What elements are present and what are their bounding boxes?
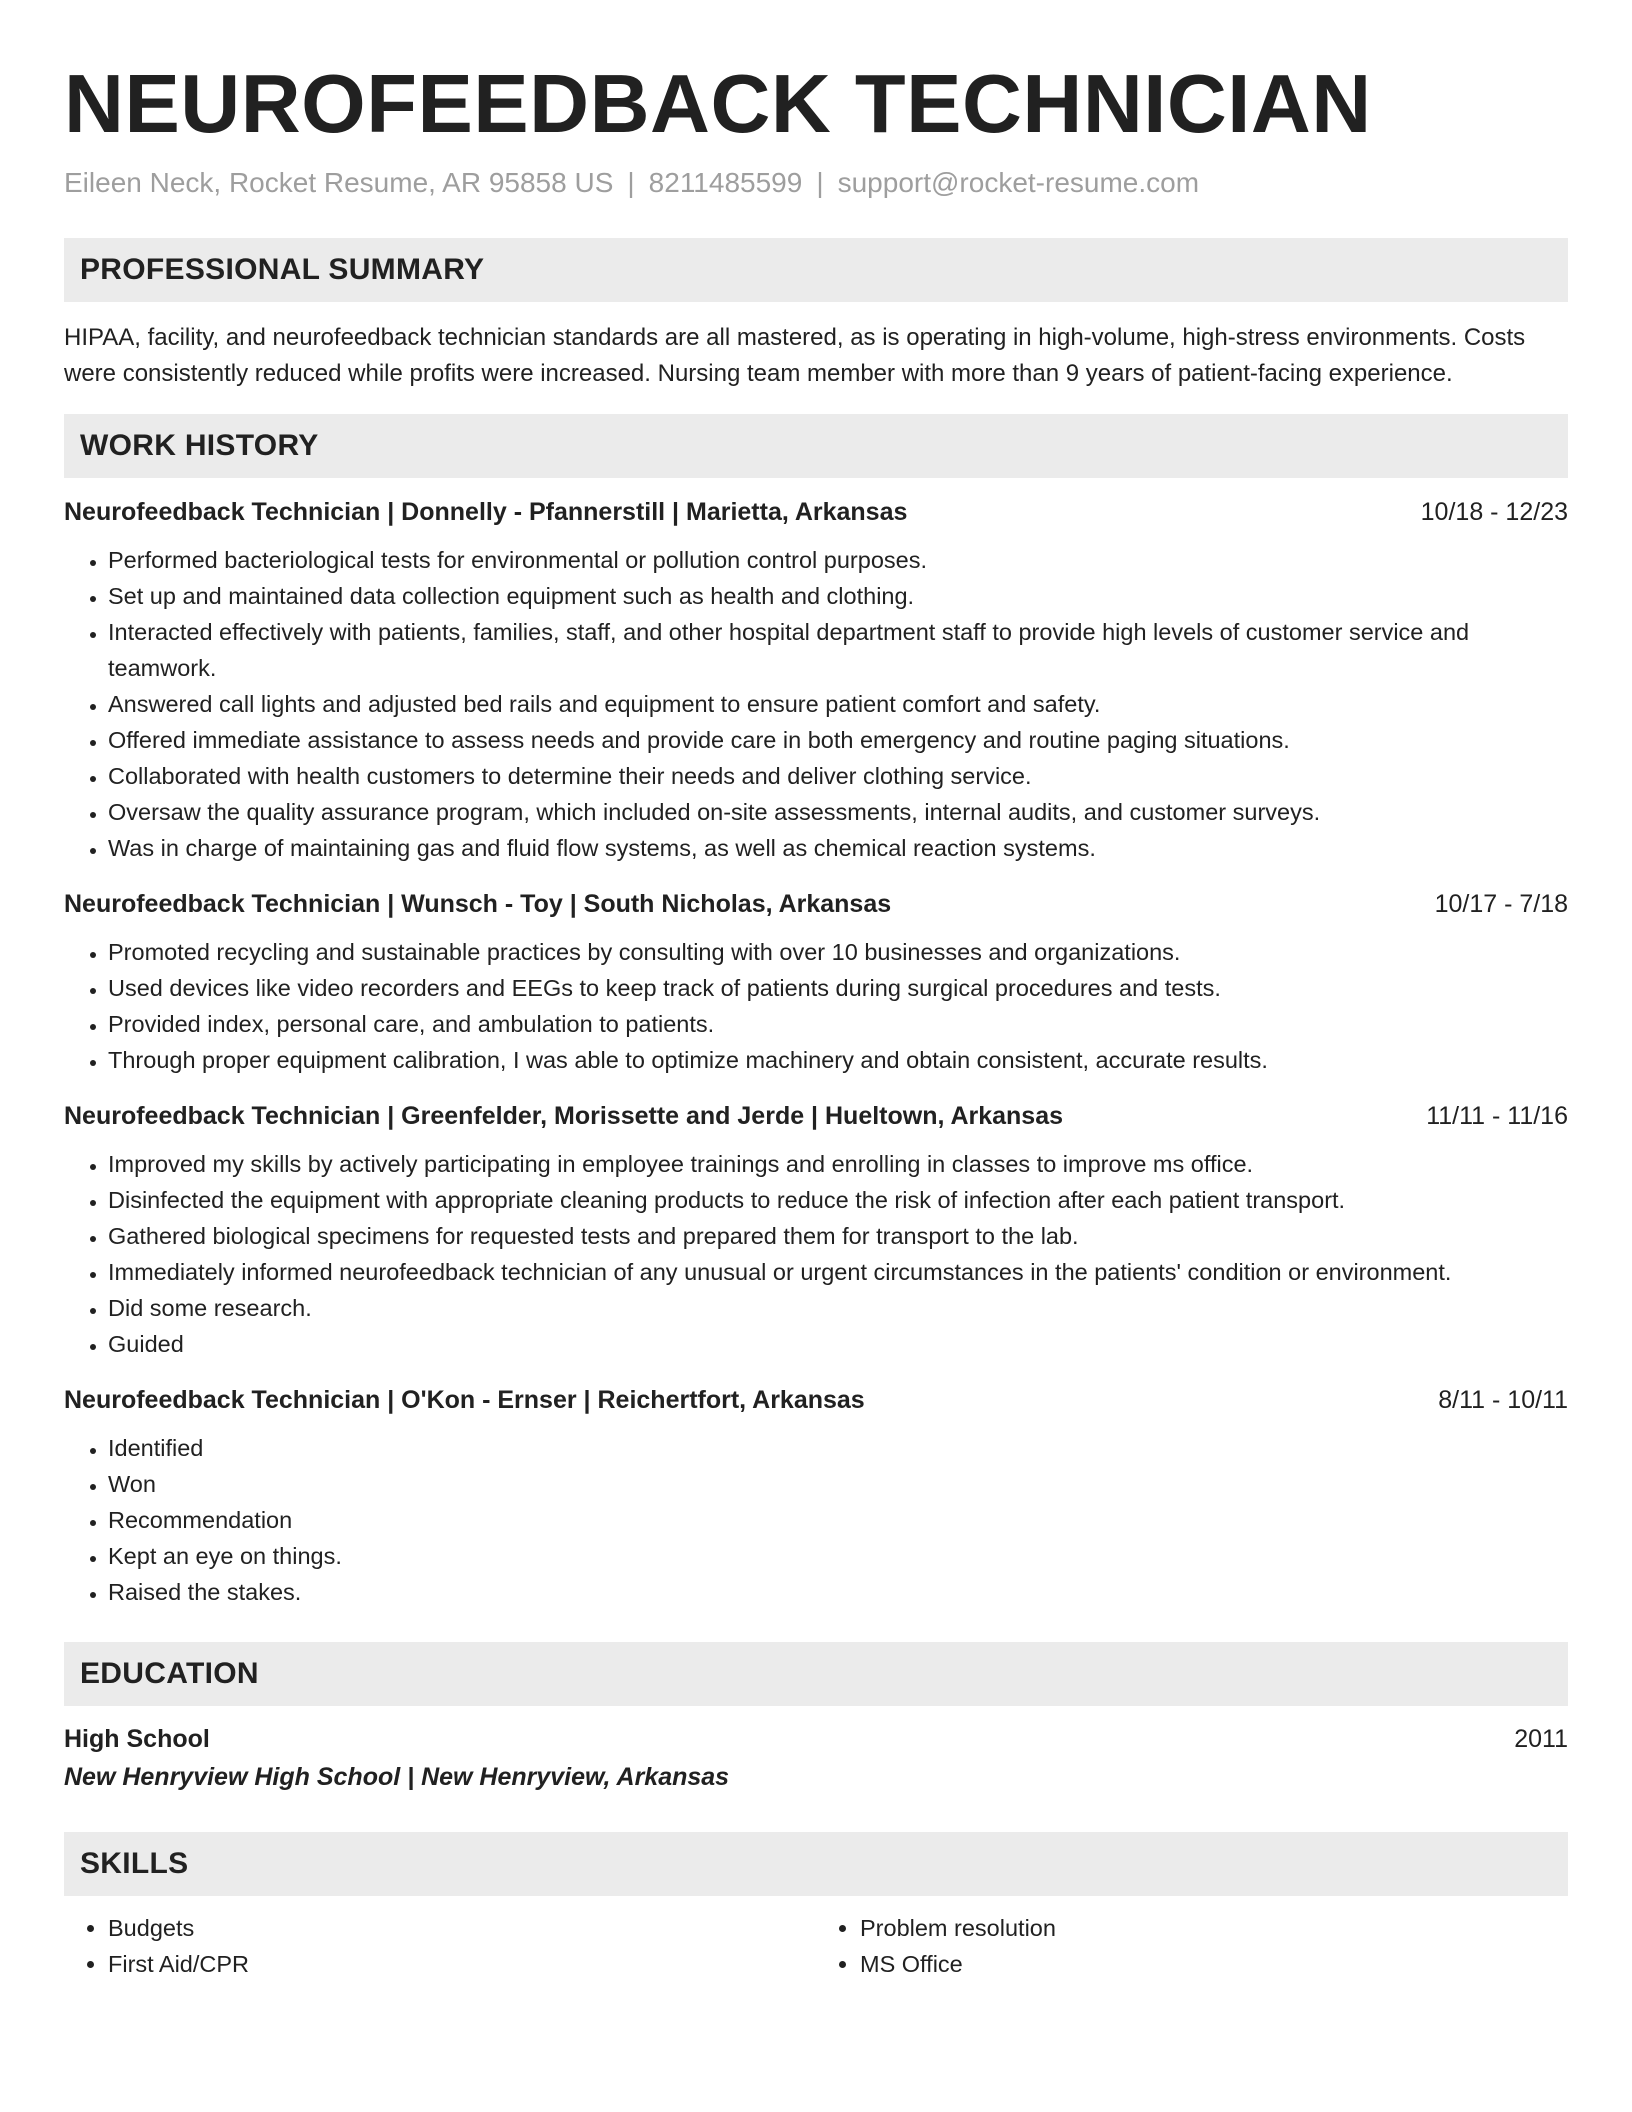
summary-text: HIPAA, facility, and neurofeedback technician standards are all mastered, as is operating in high-volume, high-stress environments. Costs were consistently reduced while profits were increased. Nursing team member with more than 9 years of patient-facing experience.: [64, 324, 1526, 387]
section-heading-work-history: WORK HISTORY: [64, 414, 1568, 478]
job-bullet: • Answered call lights and adjusted bed rails and equipment to ensure patient comfort and safety.: [108, 686, 1568, 722]
job-bullet: • Oversaw the quality assurance program, which included on-site assessments, internal audits, and customer surveys.: [108, 794, 1568, 830]
job-bullets: [64, 934, 1568, 1078]
section-heading-skills: SKILLS: [64, 1832, 1568, 1896]
job-bullet: • Did some research.: [108, 1290, 1568, 1326]
education-degree: High School: [64, 1725, 210, 1753]
job-bullet: • Improved my skills by actively participating in employee trainings and enrolling in classes to improve ms office.: [108, 1146, 1568, 1182]
education-school: New Henryview High School | New Henryview, Arkansas: [64, 1763, 730, 1791]
skills-column-right: [816, 1910, 1568, 1982]
contact-address: Eileen Neck, Rocket Resume, AR 95858 US: [64, 167, 614, 198]
job-bullet: • Raised the stakes.: [108, 1574, 1568, 1610]
job-bullet: • Was in charge of maintaining gas and fluid flow systems, as well as chemical reaction systems.: [108, 830, 1568, 866]
job-entry: [64, 1098, 1568, 1362]
job-dates: 10/18 - 12/23: [1420, 498, 1568, 526]
job-bullet: • Recommendation: [108, 1502, 1568, 1538]
job-dates: 11/11 - 11/16: [1426, 1102, 1568, 1130]
skill-item: • Budgets: [108, 1910, 816, 1946]
job-entry: [64, 494, 1568, 866]
job-bullet: • Identified: [108, 1430, 1568, 1466]
job-bullet: • Used devices like video recorders and EEGs to keep track of patients during surgical procedures and tests.: [108, 970, 1568, 1006]
skill-item: • Problem resolution: [860, 1910, 1568, 1946]
job-bullet: • Disinfected the equipment with appropriate cleaning products to reduce the risk of infection after each patient transport.: [108, 1182, 1568, 1218]
job-dates: 8/11 - 10/11: [1438, 1386, 1568, 1414]
contact-phone: 8211485599: [648, 167, 803, 198]
job-dates: 10/17 - 7/18: [1434, 890, 1568, 918]
job-title: Neurofeedback Technician | Wunsch - Toy | South Nicholas, Arkansas: [64, 890, 892, 918]
skill-item: • MS Office: [860, 1946, 1568, 1982]
job-bullet: • Provided index, personal care, and ambulation to patients.: [108, 1006, 1568, 1042]
job-bullet: • Performed bacteriological tests for environmental or pollution control purposes.: [108, 542, 1568, 578]
job-bullet: • Set up and maintained data collection equipment such as health and clothing.: [108, 578, 1568, 614]
contact-separator: |: [816, 167, 824, 198]
contact-line: [64, 166, 1568, 200]
job-bullet: • Promoted recycling and sustainable practices by consulting with over 10 businesses and organizations.: [108, 934, 1568, 970]
job-bullet: • Interacted effectively with patients, families, staff, and other hospital department staff to provide high levels of customer service and teamwork.: [108, 614, 1568, 686]
section-heading-summary: PROFESSIONAL SUMMARY: [64, 238, 1568, 302]
skill-item: • First Aid/CPR: [108, 1946, 816, 1982]
job-title: Neurofeedback Technician | O'Kon - Ernser | Reichertfort, Arkansas: [64, 1386, 865, 1414]
job-bullets: [64, 1430, 1568, 1610]
job-entry: [64, 886, 1568, 1078]
skills-column-left: [64, 1910, 816, 1982]
job-title: Neurofeedback Technician | Donnelly - Pfannerstill | Marietta, Arkansas: [64, 498, 908, 526]
contact-separator: |: [627, 167, 635, 198]
job-header: [64, 1382, 1568, 1418]
education-year: 2011: [1514, 1725, 1568, 1753]
job-bullet: • Gathered biological specimens for requested tests and prepared them for transport to the lab.: [108, 1218, 1568, 1254]
resume-title: NEUROFEEDBACK TECHNICIAN: [64, 57, 1372, 150]
job-header: [64, 494, 1568, 530]
job-bullet: • Collaborated with health customers to determine their needs and deliver clothing service.: [108, 758, 1568, 794]
section-heading-education: EDUCATION: [64, 1642, 1568, 1706]
job-header: [64, 1098, 1568, 1134]
job-bullet: • Guided: [108, 1326, 1568, 1362]
job-bullet: • Immediately informed neurofeedback technician of any unusual or urgent circumstances in the patients' condition or environment.: [108, 1254, 1568, 1290]
job-header: [64, 886, 1568, 922]
job-bullets: [64, 1146, 1568, 1362]
job-bullets: [64, 542, 1568, 866]
education-entry: [64, 1720, 1568, 1758]
contact-email: support@rocket-resume.com: [837, 167, 1200, 198]
job-title: Neurofeedback Technician | Greenfelder, Morissette and Jerde | Hueltown, Arkansas: [64, 1102, 1064, 1130]
job-bullet: • Offered immediate assistance to assess needs and provide care in both emergency and routine paging situations.: [108, 722, 1568, 758]
job-bullet: • Kept an eye on things.: [108, 1538, 1568, 1574]
job-bullet: • Won: [108, 1466, 1568, 1502]
job-entry: [64, 1382, 1568, 1610]
skills-list: [64, 1910, 1568, 1982]
job-bullet: • Through proper equipment calibration, I was able to optimize machinery and obtain consistent, accurate results.: [108, 1042, 1568, 1078]
